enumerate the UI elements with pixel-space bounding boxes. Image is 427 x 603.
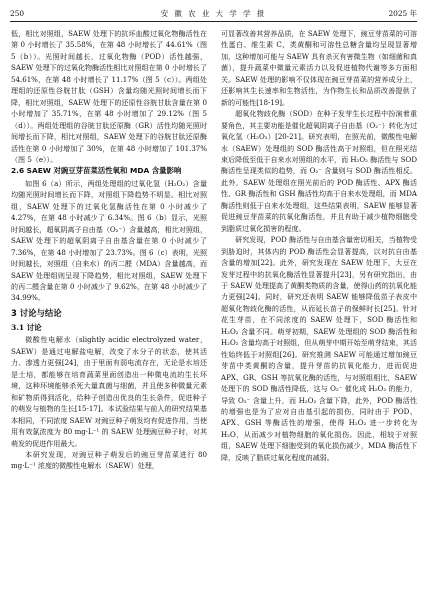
paragraph-right-3: 研究发现，POD 酶活性与自由基含量密切相关，当植物受到胁迫时，其体内的 POD 酶活性会显著提高，以对抗自由基含量的增加[22]。此外，研究发现在 SAEW 处理下，大豆在发芽过程中的抗氧化酶活性显著提升[23]，另有研究指出，由于 SAEW 处理提高了黄酮类物质的含量，使得山药的抗氧化能力更强[24]。同时，研究还表明 SAEW 能够降低苗子表皮中超氧化物歧化酶的活性，从而延长苗子的保鲜时长[25]。针对花生芽苗，在不同浓度的 SAEW 处理下，SOD 酶活性和 H₂O₂ 含量不同。萌芽初期，SAEW 处理组的 SOD 酶活性和 H₂O₂ 含量均高于对照组，但从萌芽中期开始至萌芽结束，其活性始终低于对照组[26]。研究推测 SAEW 可能通过增加豌豆芽苗中类黄酮的含量，提升芽苗的抗氧化能力，进而促进 APX、GR、GSH 等抗氧化酶的活性，与对照组相比，SAEW 处理下的 SOD 酶活性降低，这与 O₂⁻ 催化成 H₂O₂ 的能力，导致 O₂⁻ 含量上升，而 H₂O₂ 含量下降，此外，POD 酶活性的增强也是为了应对自由基引起的损伤，同时由于 POD、APX、GSH 等酶活性的增强，使得 H₂O₂ 进一步转化为 H₂O，从而减少对植物细胞的氧化损伤。因此，相较于对照组，SAEW 处理下细胞受到的氧化损伤减少，MDA 酶活性下降，反映了脂质过氧化程度的减弱。 [221, 235, 417, 462]
running-header [10, 8, 417, 20]
left-column [11, 28, 207, 472]
section-heading-3: 3 讨论与结论 [11, 307, 62, 318]
journal-title: 安 徽 农 业 大 学 学 报 [160, 9, 267, 18]
paragraph-last-left: 本研究发现，对豌豆种子萌发后的豌豆芽苗菜进行 80 mg·L⁻¹ 浓度的微酸性电解水（SAEW）处理， [11, 449, 207, 471]
paragraph-3-1: 微酸性电解水（slightly acidic electrolyzed water，SAEW）是通过电解盐电解，改变了水分子的状态，使其活力、渗透力更强[24]，由于里面有弱电流存在，无论是水培还是土培，都能够在培育蔬菜里面创造出一种微电流的生长环境，这种环境能够杀死大量真菌与细菌，并且使多种微量元素和矿物质得到活化，给种子创造出优良的生长条件，促进种子的萌发与植物的生长[15-17]。本试验结果与前人的研究结果基本相同，不同浓度 SAEW 对豌豆种子萌发均有促进作用，当使用有效氯浓度为 80 mg·L⁻¹ 的 SAEW 处理豌豆种子时，对其萌发的促进作用最大。 [11, 335, 207, 448]
paragraph-2-6: 如图 6（a）所示，两组处理组的过氧化氢（H₂O₂）含量均随光照时间增长而下降，对照组下降趋势不明显。相比对照组，SAEW 处理下的过氧化氢酶活性在第 0 小时减少了 4.27%，在第 48 小时减少了 6.34%。图 6（b）显示，光照时间越长，超氧阴离子自由基（O₂⁻）含量越高，相比对照组，SAEW 处理下的超氧阴离子自由基含量在第 0 小时减少了 7.36%，在第 48 小时增加了 23.73%。图 6（c）表明，光照时间越长，对照组（自来水）的丙二醛（MDA）含量越高，而 SAEW 处理组则呈现下降趋势，相比对照组，SAEW 处理下的丙二醛含量在第 0 小时减少了 9.62%，在第 48 小时减少了 34.99%。 [11, 178, 207, 303]
header-rule [10, 21, 417, 22]
section-heading-3-1: 3.1 讨论 [11, 322, 42, 332]
paragraph-right-1: 可显著改善其营养品质，在 SAEW 处理下，豌豆芽苗菜的可溶性蛋白、维生素 C、类黄酮和可溶性总糖含量均呈现显著增加，这种增加可能与 SAEW 具有杀灭有害微生物（如细菌和真菌），提升蔬菜中微量元素活力以及促进植物代谢等多方面相关。SAEW 处理的影响不仅体现在豌豆芽苗菜的营养成分上，还影响其生长速率和生物活性，为作物生长和品质改善提供了新的可能性[18-19]。 [221, 29, 417, 107]
publication-year: 2025 年 [388, 9, 417, 18]
section-heading-2-6: 2.6 SAEW 对豌豆芽苗菜活性氧和 MDA 含量影响 [11, 166, 182, 176]
page-number: 250 [10, 9, 25, 18]
paragraph-intro: 低，相比对照组，SAEW 处理下的抗坏血酸过氧化物酶活性在第 0 小时增长了 35.58%，在第 48 小时增长了 44.61%（图 5（b））。光照时间越长，过氧化物酶（POD）活性越强，SAEW 处理下的过氧化物酶活性相比对照组在第 0 小时增长了 54.61%，在第 48 小时增长了 11.17%（图 5（c））。两组处理组的还原性谷胱甘肽（GSH）含量均随光照时间增长而下降，相比对照组，SAEW 处理下的还原性谷胱甘肽含量在第 0 小时增加了 35.71%，在第 48 小时增加了 29.12%（图 5（d））。两组处理组的谷胱甘肽还原酶（GR）活性均随光照时间增长而下降，相比对照组，SAEW 处理下的谷胱甘肽还原酶活性在第 0 小时增加了 30%，在第 48 小时增加了 101.37%（图 5（e））。 [11, 29, 207, 164]
paragraph-right-2: 超氧化物歧化酶（SOD）在种子发芽生长过程中扮演着重要角色，其主要功能是催化超氧阴离子自由基（O₂⁻）转化为过氧化氢（H₂O₂）[20-21]。研究表明，在照光前，微酸性电解水（SAEW）处理组的 SOD 酶活性高于对照组，但在照光结束后降低至低于自来水对照组的水平，而 H₂O₂ 酶活性与 SOD 酶活性呈现类似的趋势，而 O₂⁻ 含量则与 SOD 酶活性相反。此外，SAEW 处理组在照光前后的 POD 酶活性、APX 酶活性、GR 酶活性和 GSH 酶活性均高于自来水处理组，而 MDA 酶活性则低于自来水处理组，这些结果表明，SAEW 能够显著促进豌豆芽苗菜的抗氧化酶活性，并且有助于减少植物细胞受到脂质过氧化损害的程度。 [221, 109, 417, 233]
right-column [221, 28, 417, 463]
